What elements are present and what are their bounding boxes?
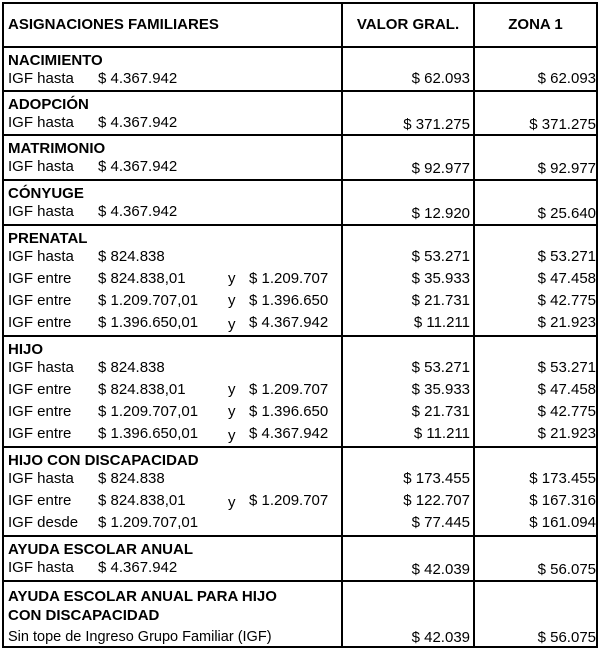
section-title: ADOPCIÓN bbox=[8, 96, 89, 113]
table-row bbox=[4, 489, 596, 511]
section-title-line-2: CON DISCAPACIDAD bbox=[8, 607, 160, 624]
section-title: MATRIMONIO bbox=[8, 140, 106, 157]
table-row bbox=[4, 356, 596, 378]
section-hijo bbox=[4, 337, 596, 448]
row-valor-gral: $ 35.933 bbox=[411, 270, 470, 287]
row-zona-1: $ 167.316 bbox=[529, 492, 596, 509]
row-label: IGF hasta bbox=[8, 158, 74, 175]
row-label: IGF hasta bbox=[8, 203, 74, 220]
row-conjunction: y bbox=[228, 381, 236, 398]
section-title-line-1: AYUDA ESCOLAR ANUAL PARA HIJO bbox=[8, 588, 277, 605]
row-valor-gral: $ 173.455 bbox=[403, 470, 470, 487]
row-conjunction: y bbox=[228, 427, 236, 444]
row-label: IGF hasta bbox=[8, 470, 74, 487]
row-amount: $ 4.367.942 bbox=[98, 559, 178, 576]
row-valor-gral: $ 371.275 bbox=[403, 116, 470, 133]
row-label: IGF entre bbox=[8, 292, 72, 309]
row-valor-gral: $ 12.920 bbox=[411, 205, 470, 222]
row-valor-gral: $ 42.039 bbox=[411, 629, 470, 646]
row-amount-upper: $ 4.367.942 bbox=[249, 314, 329, 331]
row-amount-upper: $ 4.367.942 bbox=[249, 425, 329, 442]
row-amount: $ 4.367.942 bbox=[98, 114, 178, 131]
row-zona-1: $ 53.271 bbox=[537, 359, 596, 376]
row-valor-gral: $ 35.933 bbox=[411, 381, 470, 398]
table-row bbox=[4, 422, 596, 444]
section-nacimiento bbox=[4, 48, 596, 92]
row-label: IGF desde bbox=[8, 514, 79, 531]
row-label: IGF entre bbox=[8, 492, 72, 509]
row-label: IGF entre bbox=[8, 403, 72, 420]
table-row bbox=[4, 289, 596, 311]
table-row bbox=[4, 111, 596, 133]
row-amount: $ 824.838 bbox=[98, 248, 165, 265]
row-amount: $ 824.838,01 bbox=[98, 270, 186, 287]
row-label: IGF entre bbox=[8, 314, 72, 331]
row-label: IGF hasta bbox=[8, 70, 74, 87]
row-label: IGF entre bbox=[8, 381, 72, 398]
row-zona-1: $ 47.458 bbox=[537, 270, 596, 287]
row-valor-gral: $ 122.707 bbox=[403, 492, 470, 509]
row-valor-gral: $ 21.731 bbox=[411, 292, 470, 309]
section-conyuge bbox=[4, 181, 596, 226]
row-zona-1: $ 62.093 bbox=[537, 70, 596, 87]
section-title: HIJO CON DISCAPACIDAD bbox=[8, 452, 199, 469]
row-conjunction: y bbox=[228, 270, 236, 287]
row-valor-gral: $ 21.731 bbox=[411, 403, 470, 420]
row-amount-upper: $ 1.396.650 bbox=[249, 403, 329, 420]
row-label: Sin tope de Ingreso Grupo Familiar (IGF) bbox=[8, 629, 272, 645]
row-zona-1: $ 21.923 bbox=[537, 425, 596, 442]
section-title: CÓNYUGE bbox=[8, 185, 84, 202]
table-row bbox=[4, 400, 596, 422]
table-row bbox=[4, 311, 596, 333]
row-amount: $ 4.367.942 bbox=[98, 158, 178, 175]
table-row bbox=[4, 200, 596, 222]
table-row bbox=[4, 267, 596, 289]
section-matrimonio bbox=[4, 136, 596, 181]
table-row bbox=[4, 378, 596, 400]
row-valor-gral: $ 11.211 bbox=[413, 425, 470, 442]
header-concepto: ASIGNACIONES FAMILIARES bbox=[8, 16, 219, 33]
section-hijo-discapacidad bbox=[4, 448, 596, 537]
section-title: HIJO bbox=[8, 341, 44, 358]
header-valor-gral: VALOR GRAL. bbox=[356, 16, 460, 33]
row-amount: $ 1.209.707,01 bbox=[98, 403, 199, 420]
row-label: IGF hasta bbox=[8, 114, 74, 131]
row-valor-gral: $ 77.445 bbox=[411, 514, 470, 531]
section-prenatal bbox=[4, 226, 596, 337]
row-amount: $ 1.209.707,01 bbox=[98, 514, 199, 531]
row-zona-1: $ 42.775 bbox=[537, 403, 596, 420]
row-label: IGF entre bbox=[8, 270, 72, 287]
row-amount-upper: $ 1.396.650 bbox=[249, 292, 329, 309]
row-conjunction: y bbox=[228, 403, 236, 420]
table-row bbox=[4, 155, 596, 177]
row-amount: $ 4.367.942 bbox=[98, 70, 178, 87]
row-zona-1: $ 42.775 bbox=[537, 292, 596, 309]
row-zona-1: $ 53.271 bbox=[537, 248, 596, 265]
section-title: AYUDA ESCOLAR ANUAL bbox=[8, 541, 194, 558]
table-row bbox=[4, 67, 596, 89]
row-amount-upper: $ 1.209.707 bbox=[249, 492, 329, 509]
section-ayuda-escolar bbox=[4, 537, 596, 582]
section-adopcion bbox=[4, 92, 596, 136]
row-amount: $ 824.838 bbox=[98, 359, 165, 376]
row-valor-gral: $ 53.271 bbox=[411, 248, 470, 265]
table-row bbox=[4, 556, 596, 578]
row-valor-gral: $ 11.211 bbox=[413, 314, 470, 331]
row-zona-1: $ 173.455 bbox=[529, 470, 596, 487]
row-zona-1: $ 25.640 bbox=[537, 205, 596, 222]
row-zona-1: $ 21.923 bbox=[537, 314, 596, 331]
row-amount-upper: $ 1.209.707 bbox=[249, 381, 329, 398]
table-row bbox=[4, 245, 596, 267]
table-header bbox=[4, 4, 596, 48]
section-ayuda-escolar-discapacidad bbox=[4, 582, 596, 646]
row-valor-gral: $ 53.271 bbox=[411, 359, 470, 376]
asignaciones-table bbox=[2, 2, 598, 648]
row-conjunction: y bbox=[228, 494, 236, 511]
row-label: IGF hasta bbox=[8, 559, 74, 576]
row-amount: $ 1.209.707,01 bbox=[98, 292, 199, 309]
row-zona-1: $ 371.275 bbox=[529, 116, 596, 133]
row-label: IGF hasta bbox=[8, 359, 74, 376]
row-valor-gral: $ 62.093 bbox=[411, 70, 470, 87]
row-label: IGF entre bbox=[8, 425, 72, 442]
row-amount-upper: $ 1.209.707 bbox=[249, 270, 329, 287]
row-amount: $ 824.838 bbox=[98, 470, 165, 487]
row-zona-1: $ 92.977 bbox=[537, 160, 596, 177]
row-amount: $ 1.396.650,01 bbox=[98, 314, 199, 331]
row-label: IGF hasta bbox=[8, 248, 74, 265]
row-conjunction: y bbox=[228, 316, 236, 333]
row-zona-1: $ 56.075 bbox=[537, 561, 596, 578]
section-title: PRENATAL bbox=[8, 230, 88, 247]
row-valor-gral: $ 92.977 bbox=[411, 160, 470, 177]
row-valor-gral: $ 42.039 bbox=[411, 561, 470, 578]
row-amount: $ 824.838,01 bbox=[98, 492, 186, 509]
row-zona-1: $ 56.075 bbox=[537, 629, 596, 646]
row-amount: $ 1.396.650,01 bbox=[98, 425, 199, 442]
row-amount: $ 824.838,01 bbox=[98, 381, 186, 398]
header-zona-1: ZONA 1 bbox=[508, 16, 563, 33]
section-title: NACIMIENTO bbox=[8, 52, 103, 69]
row-zona-1: $ 47.458 bbox=[537, 381, 596, 398]
table-row bbox=[4, 511, 596, 533]
table-row bbox=[4, 626, 596, 648]
row-zona-1: $ 161.094 bbox=[529, 514, 596, 531]
table-row bbox=[4, 467, 596, 489]
row-amount: $ 4.367.942 bbox=[98, 203, 178, 220]
row-conjunction: y bbox=[228, 292, 236, 309]
